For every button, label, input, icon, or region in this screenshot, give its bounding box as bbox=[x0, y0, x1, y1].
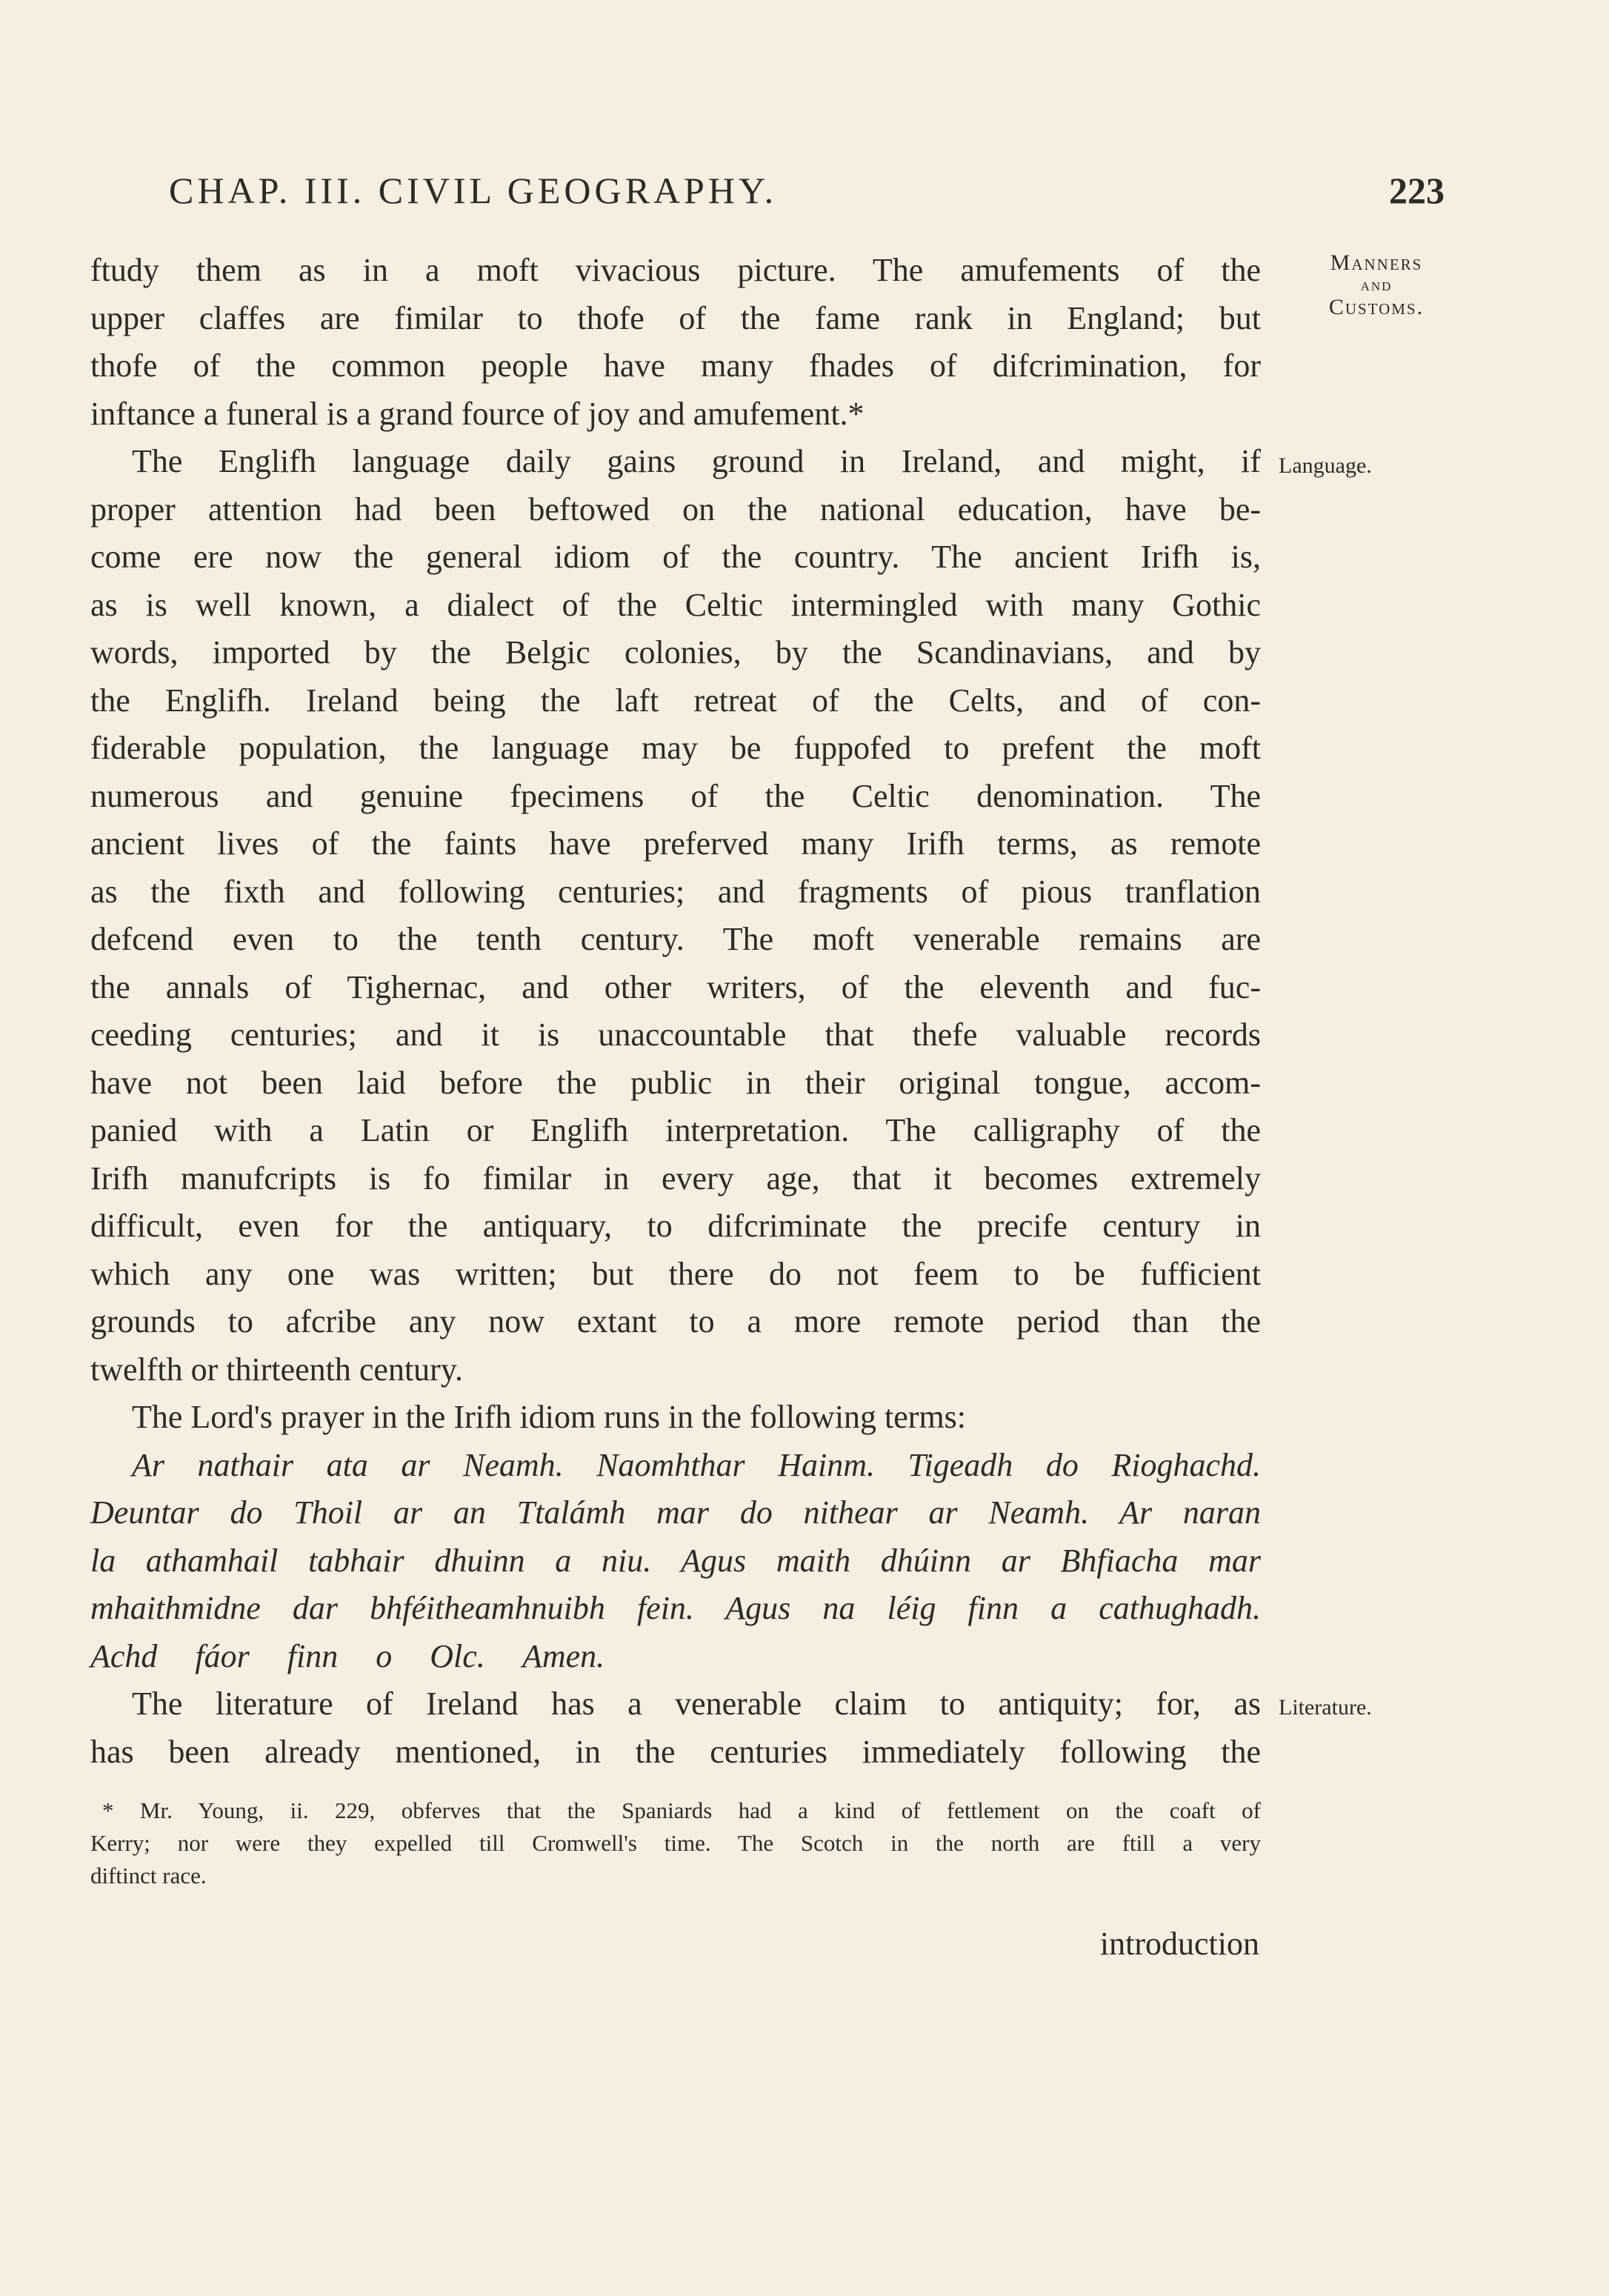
body-line: which any one was written; but there do not feem to be fufficient bbox=[90, 1255, 1261, 1292]
sidenote-language: Language. bbox=[1279, 453, 1372, 478]
footnote-line: Kerry; nor were they expelled till Cromwell's time. The Scotch in the north are ftill a very bbox=[90, 1830, 1261, 1856]
body-line: upper claffes are fimilar to thofe of the fame rank in England; but bbox=[90, 299, 1261, 336]
body-line: The Englifh language daily gains ground in Ireland, and might, if bbox=[132, 443, 1261, 479]
body-line: ceeding centuries; and it is unaccountable that thefe valuable records bbox=[90, 1016, 1261, 1053]
body-line: as is well known, a dialect of the Celtic intermingled with many Gothic bbox=[90, 586, 1261, 623]
body-line: twelfth or thirteenth century. bbox=[90, 1351, 463, 1388]
body-line: numerous and genuine fpecimens of the Celtic denomination. The bbox=[90, 777, 1261, 814]
prayer-line: Deuntar do Thoil ar an Ttalámh mar do nithear ar Neamh. Ar naran bbox=[90, 1494, 1261, 1531]
body-line: difficult, even for the antiquary, to difcriminate the precife century in bbox=[90, 1208, 1261, 1244]
body-line: defcend even to the tenth century. The moft venerable remains are bbox=[90, 921, 1261, 957]
body-line: words, imported by the Belgic colonies, by the Scandinavians, and by bbox=[90, 634, 1261, 671]
body-line: ftudy them as in a moft vivacious picture. The amufements of the bbox=[90, 252, 1261, 288]
page-number: 223 bbox=[1389, 170, 1445, 211]
sidenote-manners-line2: and bbox=[1360, 276, 1393, 295]
body-line: the Englifh. Ireland being the laft retreat of the Celts, and of con- bbox=[90, 682, 1261, 719]
footnotes bbox=[90, 1794, 1261, 1892]
body-line: have not been laid before the public in their original tongue, accom- bbox=[90, 1064, 1261, 1101]
page-header bbox=[169, 169, 1445, 221]
body-line: the annals of Tighernac, and other writers, of the eleventh and fuc- bbox=[90, 968, 1261, 1005]
body-line: proper attention had been beftowed on the national education, have be- bbox=[90, 490, 1261, 528]
body-line: thofe of the common people have many fhades of difcrimination, for bbox=[90, 347, 1261, 384]
prayer-line: Achd fáor finn o Olc. Amen. bbox=[90, 1637, 605, 1674]
body-line: fiderable population, the language may be fuppofed to prefent the moft bbox=[90, 730, 1261, 766]
sidenote-literature: Literature. bbox=[1279, 1695, 1372, 1720]
body-line: panied with a Latin or Englifh interpretation. The calligraphy of the bbox=[90, 1112, 1261, 1148]
body-line: grounds to afcribe any now extant to a more remote period than the bbox=[90, 1303, 1261, 1340]
body-line: has been already mentioned, in the centuries immediately following the bbox=[90, 1733, 1261, 1770]
sidenote-manners-and-customs bbox=[1302, 250, 1450, 320]
body-line: The Lord's prayer in the Irifh idiom runs in the following terms: bbox=[132, 1399, 967, 1435]
prayer-line: la athamhail tabhair dhuinn a niu. Agus maith dhúinn ar Bhfiacha mar bbox=[90, 1542, 1261, 1579]
footnote-line: * Mr. Young, ii. 229, obferves that the Spaniards had a kind of fettlement on the coaft of bbox=[102, 1797, 1261, 1823]
body-line: ancient lives of the faints have preferved many Irifh terms, as remote bbox=[90, 825, 1261, 862]
running-head: CHAP. III. CIVIL GEOGRAPHY. bbox=[169, 170, 778, 211]
body-line: come ere now the general idiom of the country. The ancient Irifh is, bbox=[90, 539, 1261, 575]
body-line: as the fixth and following centuries; and fragments of pious tranflation bbox=[90, 873, 1261, 910]
body-line: The literature of Ireland has a venerable claim to antiquity; for, as bbox=[132, 1686, 1261, 1722]
sidenote-manners-line3: Customs. bbox=[1328, 295, 1425, 319]
prayer-line: Ar nathair ata ar Neamh. Naomhthar Hainm. Tigeadh do Rioghachd. bbox=[132, 1446, 1261, 1483]
catchword: introduction bbox=[1099, 1926, 1259, 1962]
footnote-line: diftinct race. bbox=[90, 1863, 207, 1889]
body-text bbox=[90, 247, 1261, 1776]
sidenote-manners-line1: Manners bbox=[1330, 250, 1423, 275]
prayer-line: mhaithmidne dar bhféitheamhnuibh fein. Agus na léig finn a cathughadh. bbox=[90, 1590, 1261, 1626]
body-line: inftance a funeral is a grand fource of joy and amufement.* bbox=[90, 395, 865, 432]
body-line: Irifh manufcripts is fo fimilar in every age, that it becomes extremely bbox=[90, 1159, 1261, 1197]
